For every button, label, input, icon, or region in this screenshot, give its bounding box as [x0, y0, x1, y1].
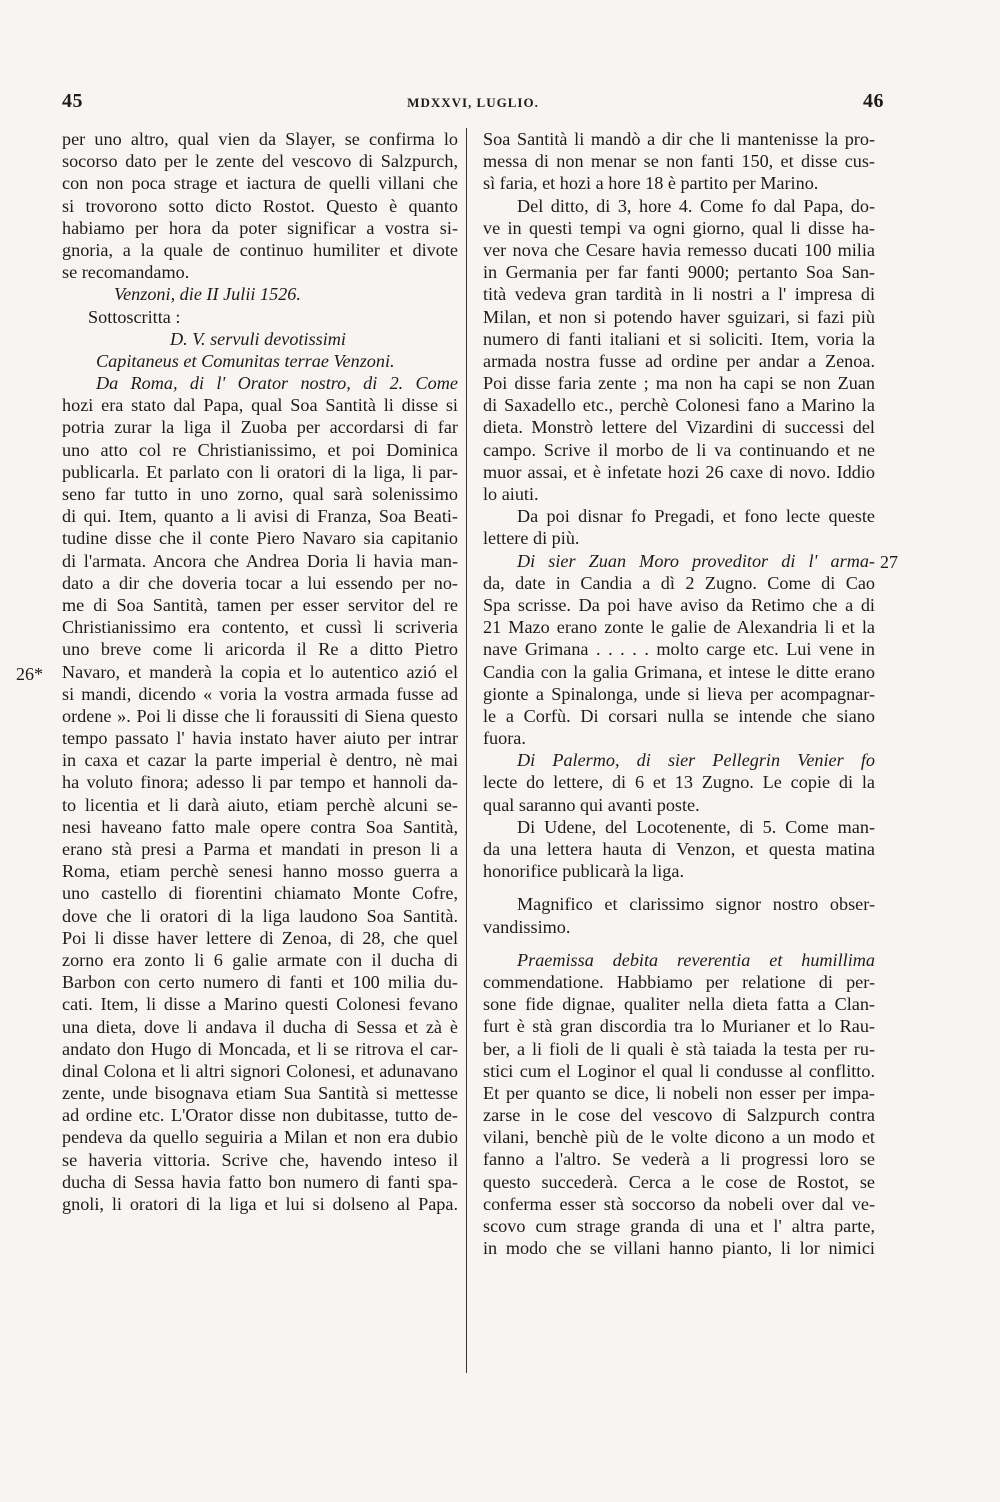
- signature-line: Capitaneus et Comunitas terrae Venzoni.: [96, 350, 395, 371]
- text-line: muor assai, et è infetate hozi 26 caxe di novo. Iddio: [483, 461, 875, 482]
- text-line: vilani, benchè più de le volte dicono a un modo et: [483, 1127, 875, 1148]
- text-line: erano stà presi a Parma et mandati in preson li a: [62, 839, 458, 859]
- text-line: sone fide dignae, qualiter nella dieta fatta a Clan-: [483, 994, 875, 1015]
- text-line: sì faria, et hozi a hore 18 è partito per Marino.: [483, 173, 819, 194]
- text-line: si mandi, dicendo « voria la vostra armada fusse ad: [62, 683, 458, 704]
- text-line: pendeva da quello seguiria a Milan et non era dubio: [62, 1127, 458, 1148]
- margin-note-right: 27: [880, 552, 898, 572]
- text-line: ber, a li fioli de li quali è stà taiada la testa per ru-: [483, 1038, 875, 1059]
- text-line: honorifice publicarà la liga.: [483, 861, 684, 882]
- text-line: in caxa et cazar la parte imperial è dentro, nè mai: [62, 750, 458, 771]
- text-line: seno far tutto in uno zorno, qual sarà solenissimo: [62, 484, 458, 504]
- text-line: numero di fanti italiani et si soliciti. Item, voria la: [483, 328, 875, 349]
- text-line: dinal Colona et li altri signori Colonesi, et adunavano: [62, 1060, 458, 1081]
- text-line: con non poca strage et iactura de quelli villani che: [62, 173, 458, 194]
- text-line: zorno era zonto li 6 galie armate con il ducha di: [62, 949, 458, 970]
- text-line: nave Grimana . . . . . molto carge etc. Lui vene in: [483, 639, 875, 660]
- text-line: di qui. Item, quanto a li avisi di Franza, Soa Beati-: [62, 506, 458, 527]
- text-line: lettere di più.: [483, 528, 580, 549]
- text-line: le a Corfù. Di corsari nulla se intende che siano: [483, 705, 875, 726]
- text-line: fuora.: [483, 728, 526, 749]
- text-line: ordene ». Poi li disse che li foraussiti di Siena questo: [62, 705, 458, 726]
- running-title: MDXXVI, LUGLIO.: [407, 95, 539, 110]
- text-line: tità vedeva gran tardità in li nostri a l' impresa di: [483, 284, 875, 305]
- text-line: gionte a Spinalonga, unde si lieva per acompagnar-: [483, 683, 875, 704]
- text-line: socorso dato per le zente del vescovo di Salzpurch,: [62, 151, 458, 172]
- text-line: Candia con la galia Grimana, et intese le ditte erano: [483, 661, 875, 682]
- text-line: questo succederà. Cerca a le cose de Rostot, se: [483, 1171, 875, 1192]
- text-line: andato don Hugo di Moncada, et li se ritrova el car-: [62, 1038, 458, 1059]
- text-line: Et per quanto se dice, li nobeli non esser per impa-: [483, 1082, 875, 1103]
- text-line: da, date in Candia a dì 2 Zugno. Come di Cao: [483, 572, 875, 593]
- text-line: Spa scrisse. Da poi have aviso da Retimo che a di: [483, 594, 875, 615]
- text-line: Roma, etiam perchè senesi hanno mosso guerra a: [62, 861, 458, 882]
- text-line: in Germania per far fanti 9000; pertanto Soa San-: [483, 262, 875, 283]
- right-column: [483, 128, 875, 1259]
- right-page-number: 46: [863, 90, 884, 112]
- text-line: qual saranno qui avanti poste.: [483, 794, 700, 815]
- column-divider: [466, 128, 467, 1373]
- text-line: tempo passato l' havia instato haver aiuto per intrar: [62, 728, 458, 749]
- paragraph-gap: [483, 882, 875, 893]
- text-line: ver nova che Cesare havia remesso ducati 100 milia: [483, 239, 875, 260]
- text-line: Christianissimo era contento, et cussì li scriveria: [62, 617, 458, 638]
- text-line: hozi era stato dal Papa, qual Soa Santità li disse si: [62, 395, 458, 416]
- text-line: di l'armata. Ancora che Andrea Doria li havia man-: [62, 550, 458, 571]
- left-column: [62, 128, 458, 1215]
- text-line: una dieta, dove li andava il ducha di Sessa et zà è: [62, 1016, 458, 1037]
- text-line: lo aiuti.: [483, 484, 539, 504]
- text-line: campo. Scrive il morbo de li va continuando et ne: [483, 439, 875, 460]
- section-heading: Del ditto, di 3, hore 4. Come fo dal Papa, do-: [517, 195, 875, 216]
- text-line: per uno altro, qual vien da Slayer, se confirma lo: [62, 129, 458, 149]
- text-line: me di Soa Santità, tamen per esser servitor del re: [62, 594, 458, 615]
- section-heading: Di sier Zuan Moro proveditor di l' arma-: [517, 550, 875, 571]
- text-line: lecte do lettere, di 6 et 13 Zugno. Le copie di la: [483, 772, 875, 793]
- text-line: dove che li oratori di la liga laudono Soa Santità.: [62, 905, 458, 926]
- text-line: se recomandamo.: [62, 262, 190, 283]
- text-line: di Saxadello etc., perchè Colonesi fano a Marino la: [483, 395, 875, 416]
- text-line: armada nostra fusse ad ordine per andar a Zenoa.: [483, 350, 875, 371]
- text-line: potria zurar la liga il Zuoba per accordarsi di far: [62, 417, 458, 438]
- text-line: gnoli, li oratori di la liga et lui si dolseno al Papa.: [62, 1194, 458, 1214]
- text-line: in modo che se villani hanno pianto, li lor nimici: [483, 1238, 875, 1259]
- text-line: zarse in le cose del vescovo di Salzpurch contra: [483, 1105, 875, 1126]
- text-line: Da poi disnar fo Pregadi, et fono lecte queste: [517, 506, 875, 527]
- text-line: scovo cum strage granda di una et l' altra parte,: [483, 1216, 875, 1236]
- margin-note-left: 26*: [16, 664, 43, 684]
- left-page-number: 45: [62, 90, 83, 112]
- dateline: Venzoni, die II Julii 1526.: [114, 284, 301, 305]
- text-line: da una lettera hauta di Venzon, et questa matina: [483, 839, 875, 859]
- text-line: ha voluto finora; adesso li par tempo et hannoli da-: [62, 772, 458, 793]
- section-heading: Di Udene, del Locotenente, di 5. Come man-: [517, 816, 875, 837]
- section-heading: Da Roma, di l' Orator nostro, di 2. Come: [96, 373, 458, 394]
- salutation-line: Magnifico et clarissimo signor nostro obser-: [517, 894, 875, 915]
- text-line: 21 Mazo erano zonte le galie de Alexandria li et la: [483, 617, 875, 638]
- text-line: dato a dir che doveria tocar a lui essendo per no-: [62, 572, 458, 593]
- text-line: ve in questi tempi va ogni giorno, qual li disse ha-: [483, 217, 875, 238]
- text-line: Milan, et non si potendo haver sguizari, si fazi più: [483, 306, 875, 327]
- signature-line: D. V. servuli devotissimi: [170, 328, 346, 349]
- text-line: publicarla. Et parlato con li oratori di la liga, li par-: [62, 461, 458, 482]
- text-line: Poi li disse haver lettere di Zenoa, di 28, che quel: [62, 927, 458, 948]
- text-line: uno breve come li aricorda il Re a ditto Pietro: [62, 639, 458, 660]
- text-line: gnoria, a la quale de continuo humiliter et divote: [62, 239, 458, 260]
- text-line: Navaro, et manderà la copia et lo autentico azió el: [62, 661, 458, 682]
- text-line: stici cum el Loginor el qual li condusse al conflitto.: [483, 1060, 875, 1081]
- text-line: cati. Item, li disse a Marino questi Colonesi fevano: [62, 994, 458, 1015]
- text-line: Praemissa debita reverentia et humillima: [517, 949, 875, 970]
- paragraph-gap: [483, 938, 875, 949]
- text-line: Barbon con certo numero di fanti et 100 milia du-: [62, 972, 458, 993]
- section-heading: Di Palermo, di sier Pellegrin Venier fo: [517, 750, 875, 771]
- text-line: messa di non menar se non fanti 150, et disse cus-: [483, 151, 875, 172]
- text-line: habiamo per hora da poter significar a vostra si-: [62, 217, 458, 238]
- text-line: dieta. Monstrò lettere del Vizardini di successi del: [483, 417, 875, 438]
- text-line: conferma esser stà soccorso da nobeli over dal ve-: [483, 1193, 875, 1214]
- text-line: Sottoscritta :: [88, 306, 181, 327]
- text-line: ducha di Sessa havia fatto bon numero di fanti spa-: [62, 1171, 458, 1192]
- text-line: si trovorono sotto dicto Rostot. Questo è quanto: [62, 195, 458, 216]
- page-header: [62, 90, 884, 120]
- text-line: uno atto col re Christianissimo, et poi Dominica: [62, 439, 458, 460]
- text-line: to licentia et li darà aiuto, etiam perchè alcuni se-: [62, 794, 458, 815]
- text-line: se haveria vittoria. Scrive che, havendo inteso il: [62, 1149, 458, 1170]
- text-line: nesi haveano fatto male opere contra Soa Santità,: [62, 816, 458, 837]
- text-line: commendatione. Habbiamo per relatione di per-: [483, 971, 875, 992]
- text-line: zente, unde bisognava etiam Sua Santità si mettesse: [62, 1083, 458, 1104]
- text-line: tudine disse che il conte Piero Navaro sia capitanio: [62, 528, 458, 549]
- text-line: furt è stà gran discordia tra lo Murianer et lo Rau-: [483, 1016, 875, 1037]
- text-line: fanno a l'altro. Se vederà a li progressi loro se: [483, 1149, 875, 1170]
- text-line: Poi disse faria zente ; ma non ha capi se non Zuan: [483, 373, 875, 394]
- text-line: ad ordine etc. L'Orator disse non dubitasse, tutto de-: [62, 1105, 458, 1126]
- salutation-line: vandissimo.: [483, 916, 571, 937]
- text-line: uno castello di fiorentini chiamato Monte Cofre,: [62, 883, 458, 904]
- text-line: Soa Santità li mandò a dir che li mantenisse la pro-: [483, 129, 875, 149]
